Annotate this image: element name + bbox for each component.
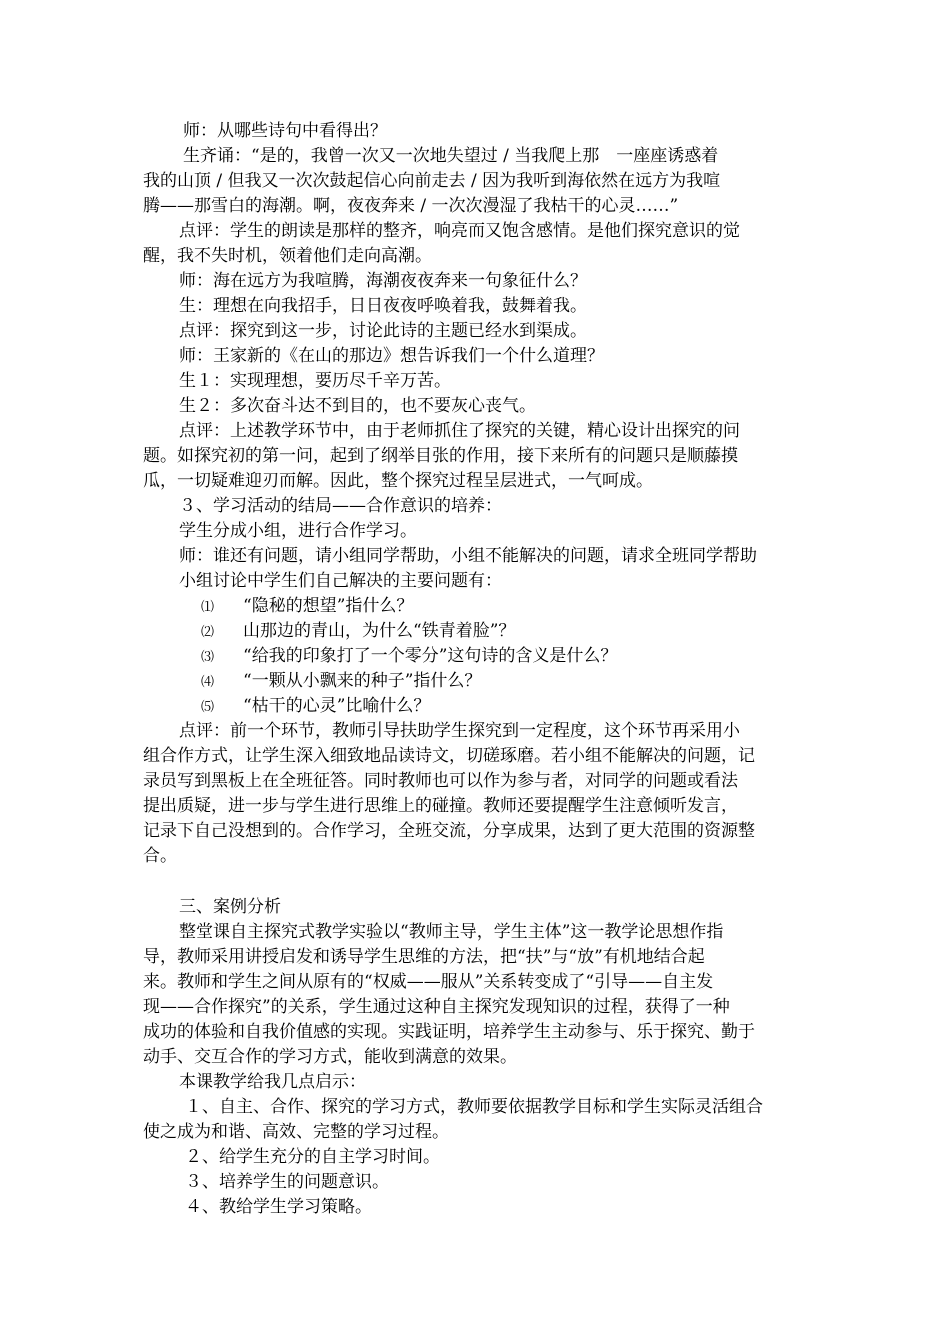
list-number: ⑶ xyxy=(201,650,215,665)
paragraph-gap xyxy=(143,869,811,895)
list-number: ⑷ xyxy=(201,675,215,690)
list-number: ⑴ xyxy=(201,600,215,615)
comment-line: 题。如探究初的第一问，起到了纲举目张的作用，接下来所有的问题只是顺藤摸 xyxy=(143,446,738,466)
list-text: “隐秘的想望”指什么？ xyxy=(243,596,414,616)
body-line: 导，教师采用讲授启发和诱导学生思维的方法，把“扶”与“放”有机地结合起 xyxy=(143,947,705,967)
comment-line: 点评：学生的朗读是那样的整齐，响亮而又饱含感情。是他们探究意识的觉 xyxy=(179,221,740,241)
comment-line: 点评：前一个环节，教师引导扶助学生探究到一定程度，这个环节再采用小 xyxy=(179,721,740,741)
body-line: 小组讨论中学生们自己解决的主要问题有： xyxy=(179,571,502,591)
comment-line: 瓜，一切疑难迎刃而解。因此，整个探究过程呈层进式，一气呵成。 xyxy=(143,471,653,491)
section-heading: 三、案例分析 xyxy=(179,897,281,917)
recitation-line: 生齐诵：“是的，我曾一次又一次地失望过 / 当我爬上那 一座座诱惑着 xyxy=(183,146,719,166)
list-text: 山那边的青山，为什么“铁青着脸”？ xyxy=(243,621,516,641)
list-item xyxy=(143,669,811,694)
body-line: 师：谁还有问题，请小组同学帮助，小组不能解决的问题，请求全班同学帮助 xyxy=(179,546,757,566)
teacher-question: 师：从哪些诗句中看得出？ xyxy=(183,121,387,141)
comment-line: 录员写到黑板上在全班征答。同时教师也可以作为参与者，对同学的问题或看法 xyxy=(143,771,738,791)
teacher-question: 师：王家新的《在山的那边》想告诉我们一个什么道理？ xyxy=(179,346,604,366)
insight-item: ３、培养学生的问题意识。 xyxy=(185,1172,389,1192)
recitation-line: 腾——那雪白的海潮。啊，夜夜奔来 / 一次次漫湿了我枯干的心灵……” xyxy=(143,196,679,216)
section-subheading: ３、学习活动的结局——合作意识的培养： xyxy=(179,496,502,516)
list-text: “给我的印象打了一个零分”这句诗的含义是什么？ xyxy=(243,646,618,666)
comment-line: 提出质疑，进一步与学生进行思维上的碰撞。教师还要提醒学生注意倾听发言， xyxy=(143,796,738,816)
comment-line: 合。 xyxy=(143,846,177,866)
body-line: 来。教师和学生之间从原有的“权威——服从”关系转变成了“引导——自主发 xyxy=(143,972,714,992)
recitation-line: 我的山顶 / 但我又一次次鼓起信心向前走去 / 因为我听到海依然在远方为我喧 xyxy=(143,171,721,191)
comment-line: 点评：探究到这一步，讨论此诗的主题已经水到渠成。 xyxy=(179,321,587,341)
body-line: 学生分成小组，进行合作学习。 xyxy=(179,521,417,541)
list-number: ⑵ xyxy=(201,625,215,640)
comment-line: 醒，我不失时机，领着他们走向高潮。 xyxy=(143,246,432,266)
insight-item: ４、教给学生学习策略。 xyxy=(185,1197,372,1217)
comment-line: 点评：上述教学环节中，由于老师抓住了探究的关键，精心设计出探究的问 xyxy=(179,421,740,441)
teacher-question: 师：海在远方为我喧腾，海潮夜夜奔来一句象征什么？ xyxy=(179,271,587,291)
list-item xyxy=(143,594,811,619)
list-text: “一颗从小飘来的种子”指什么？ xyxy=(243,671,482,691)
list-item xyxy=(143,644,811,669)
comment-line: 组合作方式，让学生深入细致地品读诗文，切磋琢磨。若小组不能解决的问题，记 xyxy=(143,746,755,766)
body-line: 现——合作探究”的关系，学生通过这种自主探究发现知识的过程，获得了一种 xyxy=(143,997,730,1017)
body-line: 动手、交互合作的学习方式，能收到满意的效果。 xyxy=(143,1047,517,1067)
body-line: 本课教学给我几点启示： xyxy=(179,1072,366,1092)
insight-item: 使之成为和谐、高效、完整的学习过程。 xyxy=(143,1122,449,1142)
insight-item: １、自主、合作、探究的学习方式，教师要依据教学目标和学生实际灵活组合 xyxy=(185,1097,763,1117)
body-line: 整堂课自主探究式教学实验以“教师主导，学生主体”这一教学论思想作指 xyxy=(179,922,724,942)
insight-item: ２、给学生充分的自主学习时间。 xyxy=(185,1147,440,1167)
comment-line: 记录下自己没想到的。合作学习，全班交流，分享成果，达到了更大范围的资源整 xyxy=(143,821,755,841)
list-number: ⑸ xyxy=(201,700,215,715)
list-text: “枯干的心灵”比喻什么？ xyxy=(243,696,431,716)
list-item xyxy=(143,694,811,719)
student-answer: 生１：实现理想，要历尽千辛万苦。 xyxy=(179,371,451,391)
student-answer: 生２：多次奋斗达不到目的，也不要灰心丧气。 xyxy=(179,396,536,416)
body-line: 成功的体验和自我价值感的实现。实践证明，培养学生主动参与、乐于探究、勤于 xyxy=(143,1022,755,1042)
text-block xyxy=(143,119,811,1220)
student-answer: 生：理想在向我招手，日日夜夜呼唤着我，鼓舞着我。 xyxy=(179,296,587,316)
list-item xyxy=(143,619,811,644)
